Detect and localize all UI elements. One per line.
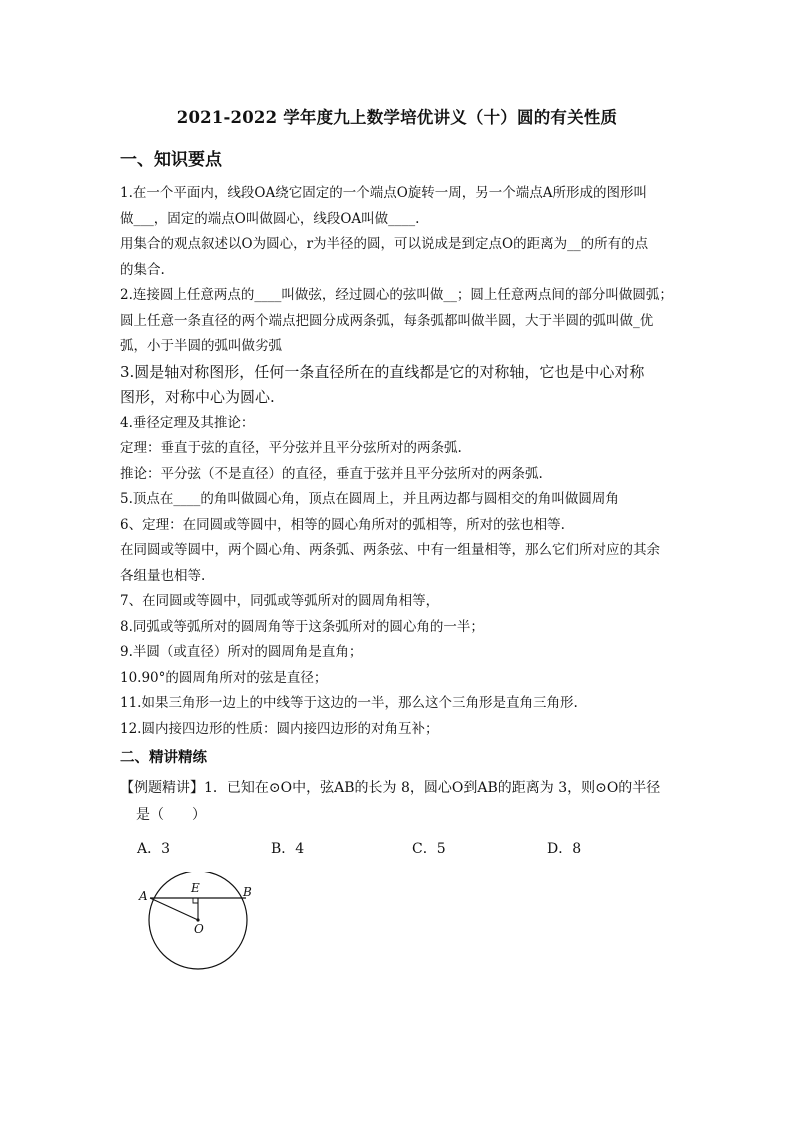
point-line: 8.同弧或等弧所对的圆周角等于这条弧所对的圆心角的一半；: [120, 618, 484, 635]
question-text-continued: 是（ ）: [136, 807, 206, 823]
question-text: 【例题精讲】1．已知在⊙O中，弦AB的长为 8，圆心O到AB的距离为 3，则⊙O的半径: [120, 780, 661, 796]
point-line: 3.圆是轴对称图形，任何一条直径所在的直线都是它的对称轴，它也是中心对称: [120, 362, 645, 381]
point-line: 用集合的观点叙述以O为圆心，r为半径的圆，可以说成是到定点O的距离为__的所有的点: [120, 236, 649, 252]
point-line: 9.半圆（或直径）所对的圆周角是直角；: [120, 644, 363, 660]
point-line: 弧，小于半圆的弧叫做劣弧: [120, 338, 282, 354]
point-line: 的集合.: [120, 261, 165, 278]
point-line: 5.顶点在____的角叫做圆心角，顶点在圆周上，并且两边都与圆相交的角叫做圆周角: [120, 491, 619, 507]
option-a: A．3: [137, 841, 171, 857]
label-o: O: [194, 922, 204, 936]
point-line: 4.垂径定理及其推论：: [120, 414, 255, 431]
circle-diagram: [130, 872, 260, 977]
label-e: E: [191, 881, 200, 895]
knowledge-points: [120, 181, 680, 742]
point-line: 12.圆内接四边形的性质：圆内接四边形的对角互补；: [120, 720, 439, 737]
point-line: 定理：垂直于弦的直径，平分弦并且平分弦所对的两条弧.: [120, 440, 462, 456]
option-d: D．8: [547, 841, 582, 857]
point-line: 推论：平分弦（不是直径）的直径，垂直于弦并且平分弦所对的两条弧.: [120, 465, 543, 482]
point-line: 在同圆或等圆中，两个圆心角、两条弧、两条弦、中有一组量相等，那么它们所对应的其余: [120, 542, 660, 558]
point-line: 10.90°的圆周角所对的弦是直径；: [120, 669, 328, 686]
option-b: B．4: [271, 841, 305, 857]
right-angle-mark: [193, 898, 198, 903]
point-line: 11.如果三角形一边上的中线等于这边的一半，那么这个三角形是直角三角形.: [120, 695, 578, 711]
point-line: 6、定理：在同圆或等圆中，相等的圆心角所对的弧相等，所对的弦也相等.: [120, 516, 565, 533]
point-line: 做___，固定的端点O叫做圆心，线段OA叫做____.: [120, 210, 420, 227]
example-question: [120, 775, 680, 829]
document-title: 2021-2022 学年度九上数学培优讲义（十）圆的有关性质: [176, 108, 618, 127]
point-line: 图形，对称中心为圆心.: [120, 388, 275, 406]
point-line: 7、在同圆或等圆中，同弧或等弧所对的圆周角相等，: [120, 593, 440, 609]
point-line: 圆上任意一条直径的两个端点把圆分成两条弧，每条弧都叫做半圆，大于半圆的弧叫做_优: [120, 312, 654, 329]
option-c: C．5: [412, 841, 446, 857]
point-line: 2.连接圆上任意两点的____叫做弦，经过圆心的弦叫做__；圆上任意两点间的部分叫做圆弧；: [120, 287, 673, 303]
label-a: A: [139, 889, 148, 903]
point-line: 各组量也相等.: [120, 567, 206, 584]
label-b: B: [243, 885, 252, 899]
point-line: 1.在一个平面内，线段OA绕它固定的一个端点O旋转一周，另一个端点A所形成的图形叫: [120, 185, 648, 201]
section-heading-knowledge: 一、知识要点: [120, 150, 222, 170]
section-heading-practice: 二、精讲精练: [120, 749, 207, 766]
radius-oa: [150, 898, 198, 920]
